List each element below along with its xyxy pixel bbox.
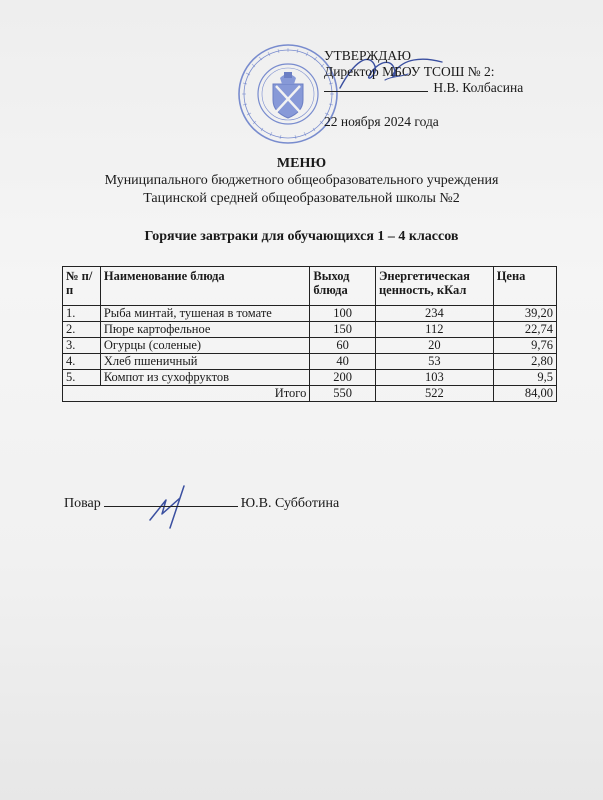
approval-date: 22 ноября 2024 года [324, 114, 439, 129]
table-row [63, 322, 557, 338]
menu-title: МЕНЮ [276, 156, 327, 171]
cook-signature-line [64, 496, 339, 512]
dish-yield: 200 [310, 370, 376, 386]
header-price: Цена [493, 267, 556, 306]
dish-name: Огурцы (соленые) [100, 338, 310, 354]
total-price: 84,00 [493, 386, 556, 402]
total-energy: 522 [375, 386, 493, 402]
dish-name: Компот из сухофруктов [100, 370, 310, 386]
dish-price: 9,76 [493, 338, 556, 354]
dish-price: 22,74 [493, 322, 556, 338]
header-dish-name: Наименование блюда [100, 267, 310, 306]
director-title: Директор МБОУ ТСОШ № 2: [324, 64, 495, 79]
dish-yield: 60 [310, 338, 376, 354]
organization-line-2: Тацинской средней общеобразовательной школы №2 [143, 191, 460, 206]
dish-price: 9,5 [493, 370, 556, 386]
row-number: 4. [63, 354, 101, 370]
dish-yield: 40 [310, 354, 376, 370]
director-name: Н.В. Колбасина [433, 80, 524, 95]
organization-line-1: Муниципального бюджетного общеобразовательного учреждения [104, 173, 499, 188]
header-number: № п/п [63, 267, 101, 306]
dish-energy: 20 [375, 338, 493, 354]
row-number: 1. [63, 306, 101, 322]
total-row [63, 386, 557, 402]
menu-subtitle: Горячие завтраки для обучающихся 1 – 4 классов [144, 229, 459, 244]
dish-yield: 100 [310, 306, 376, 322]
table-header-row [63, 267, 557, 306]
total-yield: 550 [310, 386, 376, 402]
dish-price: 2,80 [493, 354, 556, 370]
director-signature-line [324, 80, 534, 96]
table-row [63, 370, 557, 386]
row-number: 3. [63, 338, 101, 354]
menu-table [62, 266, 557, 402]
cook-underline [104, 506, 238, 507]
approval-word: УТВЕРЖДАЮ [324, 48, 412, 63]
dish-name: Рыба минтай, тушеная в томате [100, 306, 310, 322]
dish-name: Пюре картофельное [100, 322, 310, 338]
table-row [63, 306, 557, 322]
dish-price: 39,20 [493, 306, 556, 322]
total-label: Итого [63, 386, 310, 402]
cook-name: Ю.В. Субботина [240, 496, 340, 511]
dish-energy: 53 [375, 354, 493, 370]
row-number: 5. [63, 370, 101, 386]
row-number: 2. [63, 322, 101, 338]
table-row [63, 354, 557, 370]
signature-underline [324, 91, 428, 92]
table-row [63, 338, 557, 354]
dish-name: Хлеб пшеничный [100, 354, 310, 370]
header-yield: Выход блюда [310, 267, 376, 306]
dish-yield: 150 [310, 322, 376, 338]
dish-energy: 234 [375, 306, 493, 322]
dish-energy: 103 [375, 370, 493, 386]
dish-energy: 112 [375, 322, 493, 338]
cook-label: Повар [64, 496, 101, 511]
header-energy: Энергетическая ценность, кКал [375, 267, 493, 306]
